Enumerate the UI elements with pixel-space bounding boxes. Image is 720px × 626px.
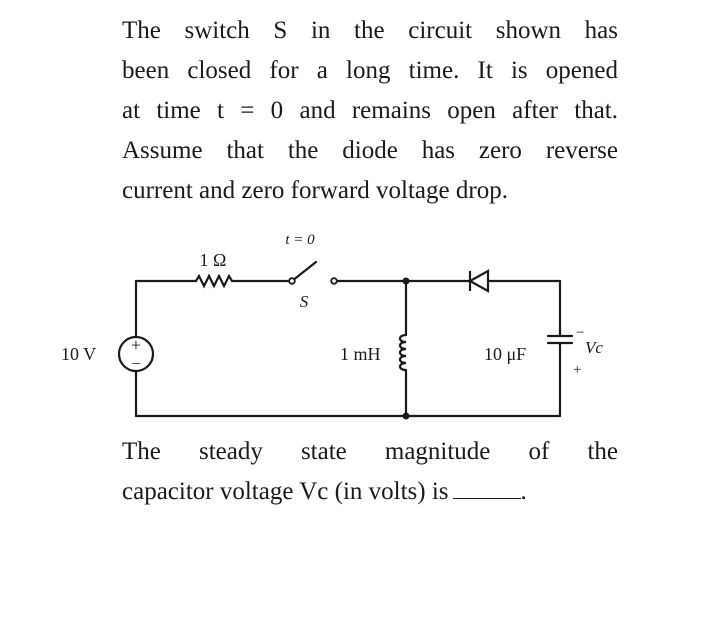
capacitor-minus-sign: − <box>576 325 585 341</box>
inductor-label: 1 mH <box>340 344 381 364</box>
answer-blank[interactable] <box>453 476 521 499</box>
switch-blade <box>292 262 316 281</box>
capacitor-plus-sign: + <box>573 362 582 378</box>
capacitor-voltage-label: Vc <box>585 338 603 357</box>
question-line-3: at time t = 0 and remains open after that. <box>122 97 618 124</box>
capacitor-label: 10 μF <box>484 344 527 364</box>
resistor-label: 1 Ω <box>199 250 227 270</box>
question-line-1: The switch S in the circuit shown has <box>122 17 618 44</box>
junction-dot-bottom <box>403 413 410 420</box>
prompt-line-2 <box>122 472 618 512</box>
inductor-symbol <box>400 335 406 370</box>
question-line-4: Assume that the diode has zero reverse <box>122 137 618 164</box>
switch-time-label: t = 0 <box>285 232 315 248</box>
switch-label: S <box>299 292 309 311</box>
switch-contact-left <box>289 278 295 284</box>
blank-suffix: . <box>520 478 527 505</box>
question-line-5: current and zero forward voltage drop. <box>122 177 508 204</box>
switch-contact-right <box>331 278 337 284</box>
circuit-diagram <box>0 222 720 432</box>
source-label: 10 V <box>61 344 97 364</box>
question-line-2: been closed for a long time. It is opened <box>122 57 618 84</box>
resistor-symbol <box>196 276 232 286</box>
junction-dot-top <box>403 278 410 285</box>
question-text <box>122 11 618 211</box>
prompt-line-2-text: capacitor voltage Vc (in volts) is <box>122 478 449 505</box>
diode-symbol <box>470 271 488 291</box>
source-plus-sign: + <box>130 335 142 355</box>
prompt-line-1: The steady state magnitude of the <box>122 438 618 465</box>
answer-prompt <box>122 432 618 512</box>
source-minus-sign: − <box>131 356 141 373</box>
